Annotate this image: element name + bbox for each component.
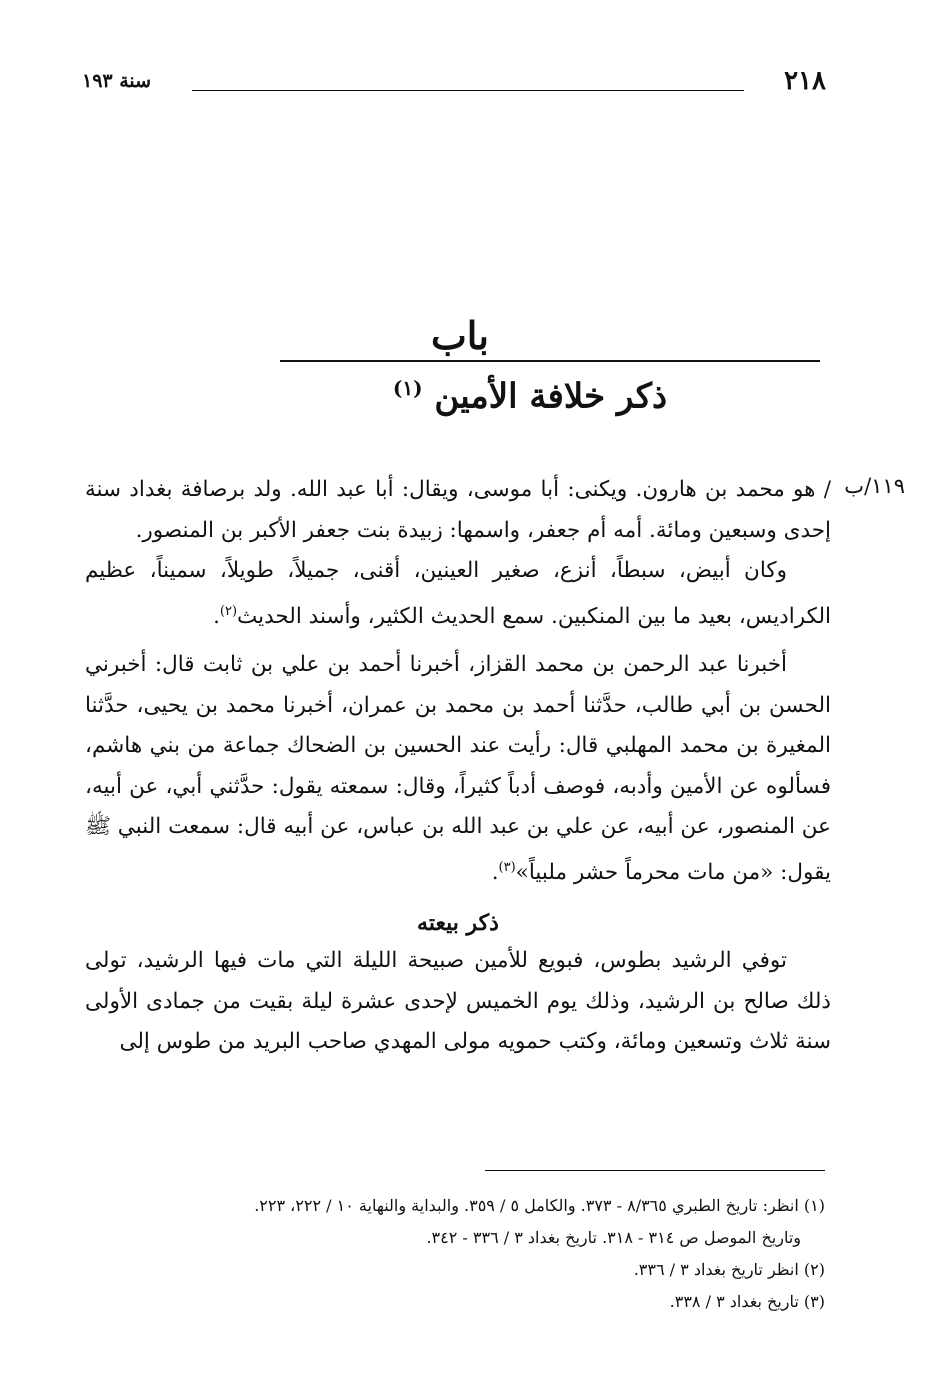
section-title: ذكر بيعته [417,910,499,937]
paragraph-1: / هو محمد بن هارون. ويكنى: أبا موسى، ويقال: أبا عبد الله. ولد برصافة بغداد سنة إحدى وسبعين ومائة. أمه أم جعفر، واسمها: زبيدة بنت جعفر الأكبر بن المنصور. [85,477,831,543]
footnote-3: (٣) تاريخ بغداد ٣ / ٣٣٨. [669,1292,825,1311]
paragraph-2-end: . [213,603,220,629]
footnote-ref-3: (٣) [498,859,516,875]
chapter-word: باب [431,313,489,358]
footnotes [85,1190,825,1318]
chapter-heading [280,313,820,422]
footnote-rule [485,1170,825,1171]
chapter-footnote-mark: (١) [392,376,423,400]
paragraph-3-text: أخبرنا عبد الرحمن بن محمد القزاز، أخبرنا أحمد بن علي بن ثابت قال: أخبرني الحسن بن أبي طالب، حدَّثنا أحمد بن محمد بن عمران، أخبرنا محمد بن يحيى، حدَّثنا المغيرة بن محمد المهلبي قال: رأيت عند الحسين بن الضحاك جماعة من بني هاشم، فسألوه عن الأمين وأدبه، فوصف أدباً كثيراً، وقال: سمعته يقول: حدَّثني أبي، عن أبيه، عن المنصور، عن أبيه، عن علي بن عبد الله بن عباس، عن أبيه قال: سمعت النبي ﷺ يقول: «من مات محرماً حشر ملبياً» [85,652,831,885]
section-paragraph: توفي الرشيد بطوس، فبويع للأمين صبيحة الليلة التي مات فيها الرشيد، تولى ذلك صالح بن الرشيد، وذلك يوم الخميس لإحدى عشرة ليلة بقيت من جمادى الأولى سنة ثلاث وتسعين ومائة، وكتب حمويه مولى المهدي صاحب البريد من طوس إلى [85,948,831,1055]
page-number: ٢١٨ [784,66,826,96]
footnote-ref-2: (٢) [219,603,238,619]
footnote-1: (١) انظر: تاريخ الطبري ٨/٣٦٥ - ٣٧٣. والكامل ٥ / ٣٥٩. والبداية والنهاية ١٠ / ٢٢٢، ٢٢٣. [254,1196,825,1215]
footnote-1-continued: وتاريخ الموصل ص ٣١٤ - ٣١٨. تاريخ بغداد ٣ / ٣٣٦ - ٣٤٢. [426,1228,801,1247]
paragraph-2-text: وكان أبيض، سبطاً، أنزع، صغير العينين، أقنى، جميلاً، طويلاً، سميناً، عظيم الكراديس، بعيد ما بين المنكبين. سمع الحديث الكثير، وأسند الحديث [85,558,831,629]
chapter-title: ذكر خلافة الأمين [434,376,668,417]
running-header [82,66,826,98]
paragraph-2 [85,551,831,637]
paragraph-3 [85,645,831,893]
chapter-title-line [280,362,780,422]
manuscript-folio-ref: ١١٩/ب [844,474,905,498]
year-label: سنة ١٩٣ [82,70,152,92]
header-rule [192,90,744,91]
main-text [85,470,831,1063]
paragraph-gap [85,637,831,645]
footnote-2: (٢) انظر تاريخ بغداد ٣ / ٣٣٦. [633,1260,825,1279]
paragraph-3-end: . [491,859,499,885]
